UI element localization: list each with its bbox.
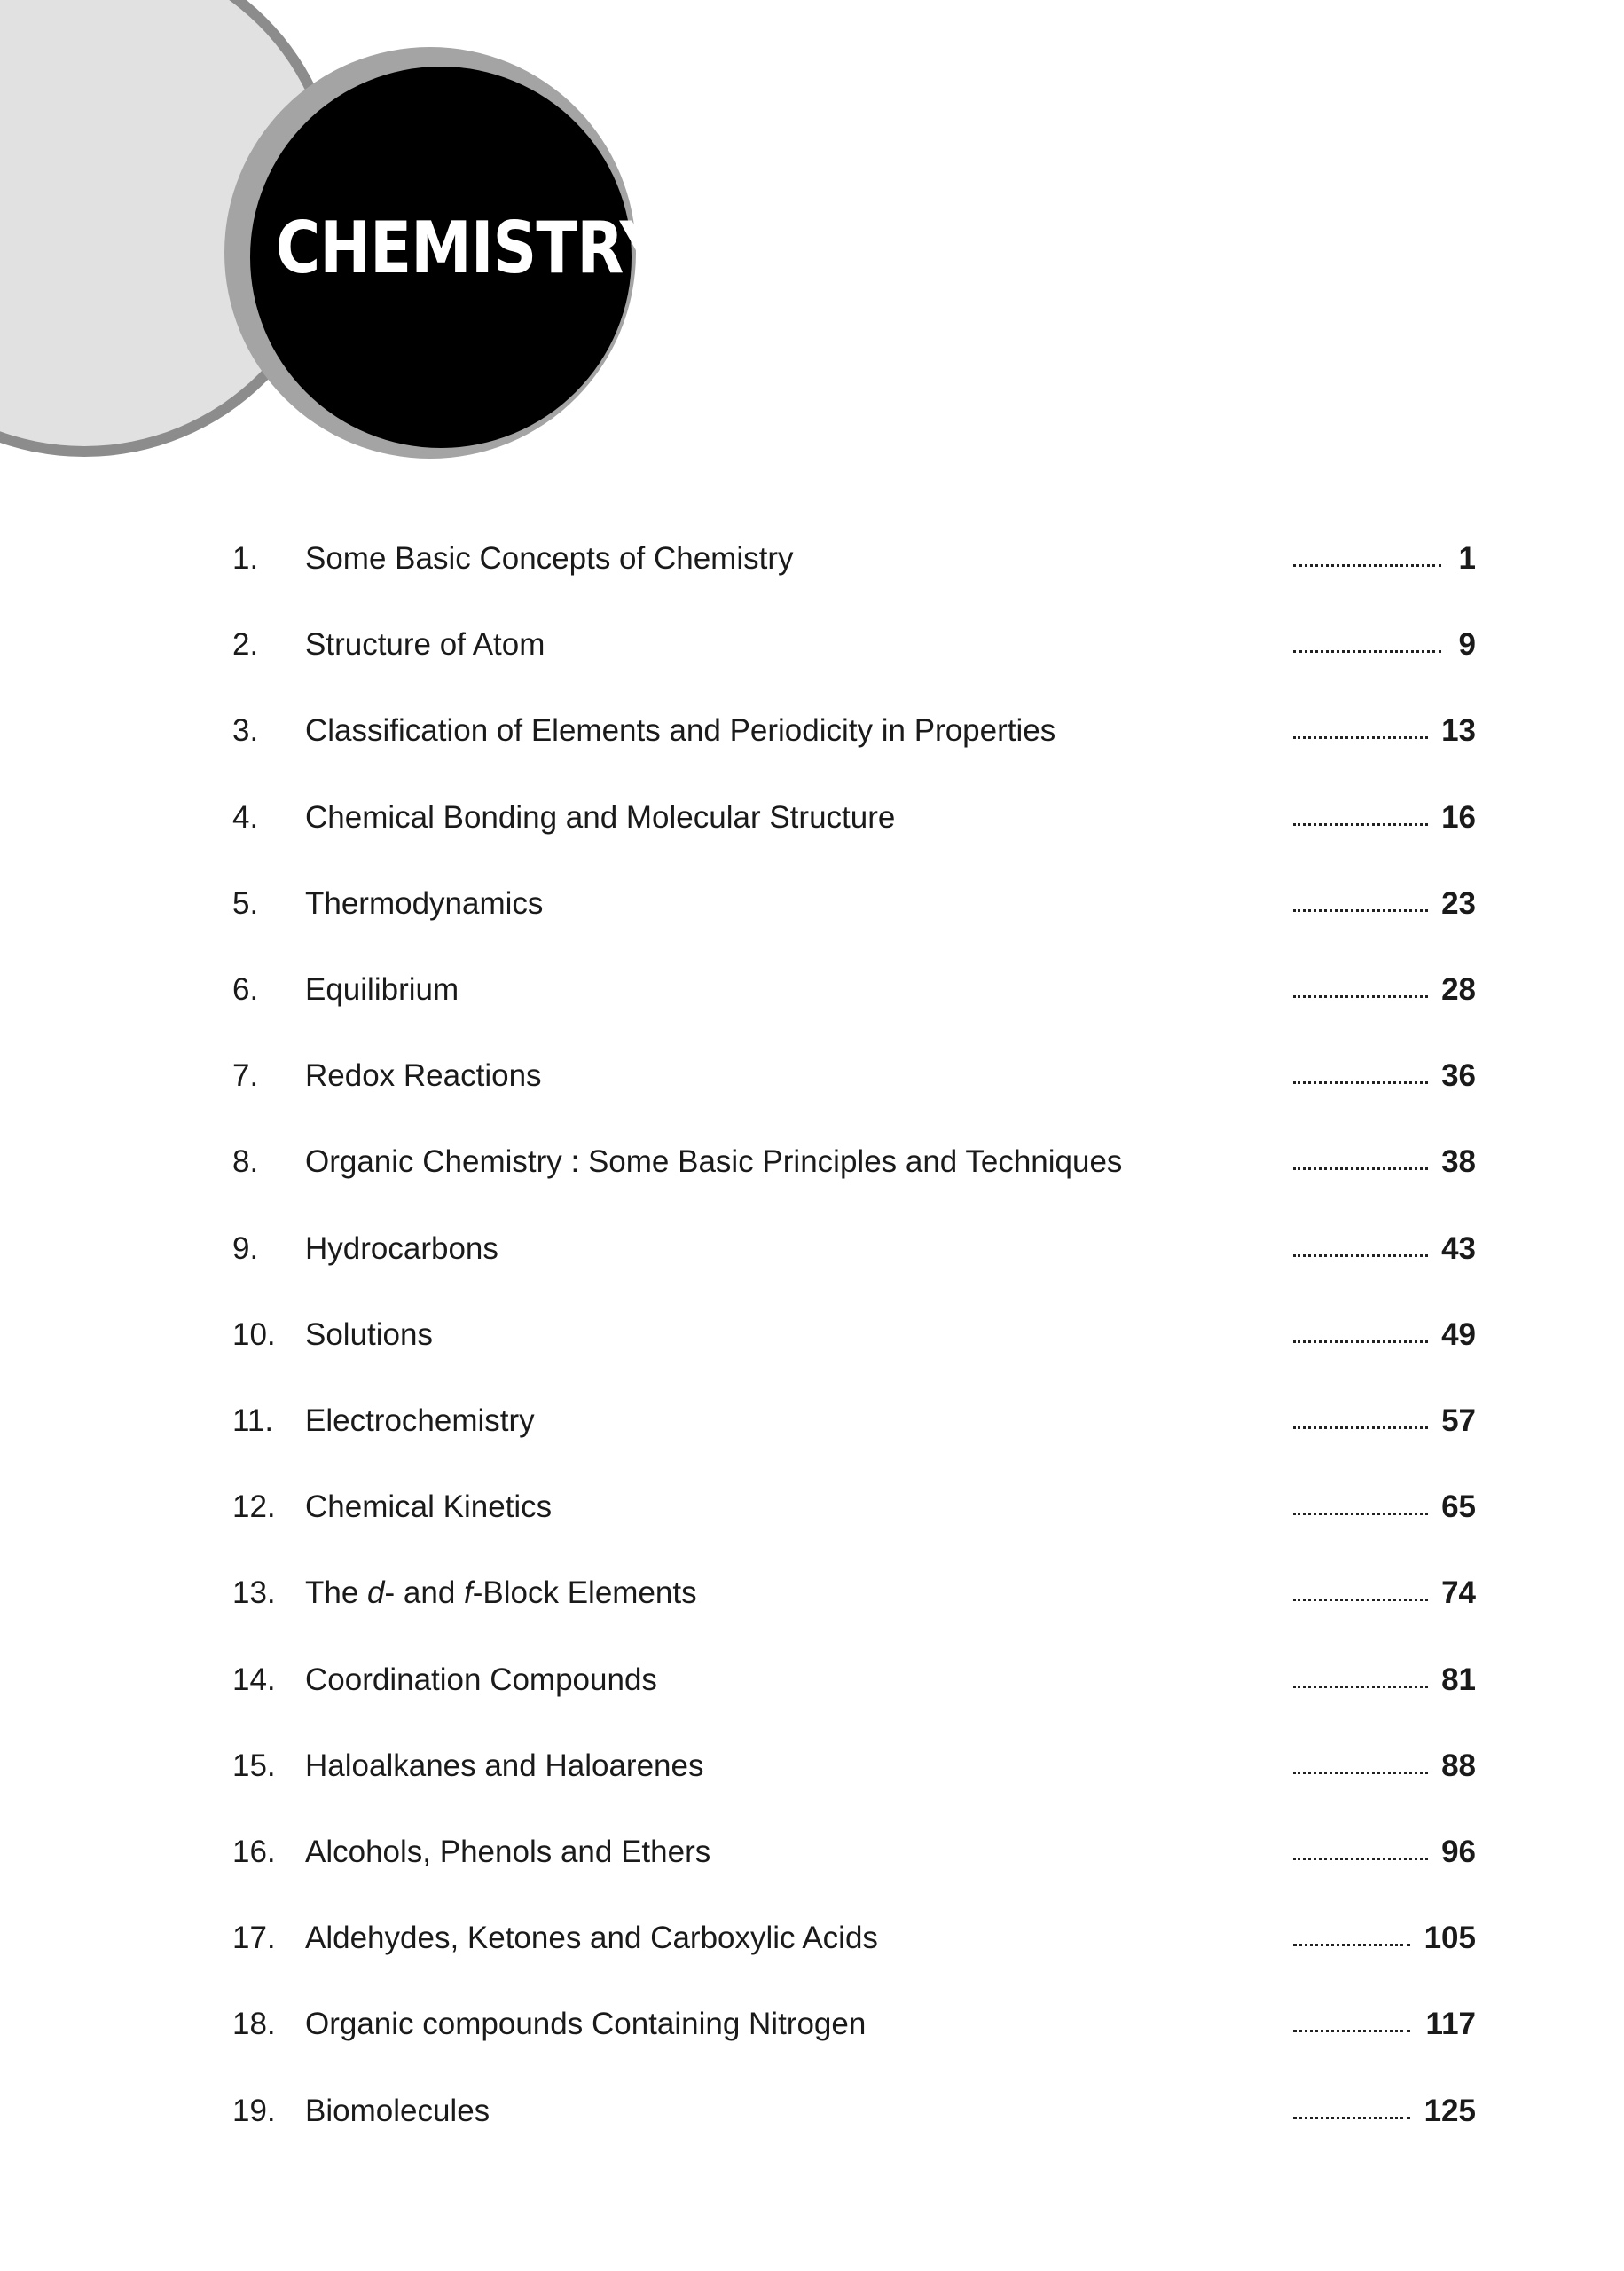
toc-row xyxy=(0,1740,1624,1793)
chapter-number: 14. xyxy=(232,1662,276,1697)
toc-row xyxy=(0,1395,1624,1448)
chapter-title xyxy=(305,1826,710,1879)
chapter-number: 12. xyxy=(232,1489,276,1525)
page-number: 43 xyxy=(1441,1230,1476,1266)
page-number: 117 xyxy=(1425,2007,1476,2042)
toc-row xyxy=(0,963,1624,1017)
chapter-title-part: Hydrocarbons xyxy=(305,1230,498,1266)
chapter-title-part: Chemical Bonding and Molecular Structure xyxy=(305,799,896,835)
toc-row xyxy=(0,2085,1624,2138)
chapter-title-part: Redox Reactions xyxy=(305,1058,542,1094)
page-number: 38 xyxy=(1441,1144,1476,1180)
chapter-number: 16. xyxy=(232,1835,276,1869)
chapter-title-part: Haloalkanes and Haloarenes xyxy=(305,1748,704,1783)
toc-row xyxy=(0,1826,1624,1879)
page-number: 74 xyxy=(1441,1576,1476,1611)
chapter-number: 18. xyxy=(232,2007,276,2042)
chapter-number: 5. xyxy=(232,885,259,921)
dot-leader xyxy=(1293,564,1441,567)
dot-leader xyxy=(1293,1944,1410,1946)
chapter-title-italic-part: d xyxy=(367,1576,385,1611)
chapter-title xyxy=(305,704,1055,758)
chapter-number: 17. xyxy=(232,1921,276,1956)
toc-row xyxy=(0,1481,1624,1534)
chapter-number: 15. xyxy=(232,1748,276,1783)
chapter-title xyxy=(305,1308,433,1362)
chapter-title xyxy=(305,1654,657,1707)
toc-row xyxy=(0,532,1624,585)
chapter-number: 11. xyxy=(232,1403,274,1438)
dot-leader xyxy=(1293,909,1428,912)
page-number: 9 xyxy=(1458,627,1476,663)
dot-leader xyxy=(1293,1599,1428,1601)
page-number: 13 xyxy=(1441,713,1476,749)
chapter-title-part: The xyxy=(305,1576,368,1611)
chapter-title xyxy=(305,1567,697,1620)
dot-leader xyxy=(1293,1340,1428,1343)
chapter-number: 9. xyxy=(232,1230,259,1266)
chapter-title-part: - and xyxy=(384,1576,465,1611)
chapter-title-part: Classification of Elements and Periodicity in Properties xyxy=(305,713,1056,749)
chapter-title-part: Thermodynamics xyxy=(305,885,544,921)
chapter-title xyxy=(305,1222,498,1276)
toc-row xyxy=(0,1308,1624,1362)
page-number: 28 xyxy=(1441,972,1476,1007)
chapter-title xyxy=(305,791,895,845)
toc-row xyxy=(0,791,1624,845)
page-number: 96 xyxy=(1441,1835,1476,1869)
dot-leader xyxy=(1293,1081,1428,1084)
chapter-title-part: Coordination Compounds xyxy=(305,1662,657,1697)
page-number: 16 xyxy=(1441,799,1476,835)
chapter-title xyxy=(305,1395,535,1448)
dot-leader xyxy=(1293,1513,1428,1515)
chapter-number: 2. xyxy=(232,627,259,663)
toc-row xyxy=(0,704,1624,758)
dot-leader xyxy=(1293,2030,1410,2032)
page-number: 65 xyxy=(1441,1489,1476,1525)
toc-row xyxy=(0,1049,1624,1103)
dot-leader xyxy=(1293,1167,1428,1170)
page-number: 1 xyxy=(1458,541,1476,576)
chapter-title xyxy=(305,618,545,672)
chapter-number: 6. xyxy=(232,972,259,1007)
dot-leader xyxy=(1293,1858,1428,1860)
chapter-title xyxy=(305,877,543,931)
page-number: 125 xyxy=(1424,2093,1476,2128)
dot-leader xyxy=(1293,1254,1428,1257)
chapter-title-part: Solutions xyxy=(305,1316,433,1352)
toc-row xyxy=(0,618,1624,672)
dot-leader xyxy=(1293,2117,1410,2119)
toc-row xyxy=(0,1998,1624,2051)
page-number: 49 xyxy=(1441,1316,1476,1352)
page-number: 81 xyxy=(1441,1662,1476,1697)
toc-row xyxy=(0,1567,1624,1620)
chapter-title-part: Chemical Kinetics xyxy=(305,1489,553,1525)
page-number: 23 xyxy=(1441,885,1476,921)
chapter-title-part: Biomolecules xyxy=(305,2093,490,2128)
chapter-title xyxy=(305,963,459,1017)
chapter-number: 4. xyxy=(232,799,259,835)
chapter-title-part: Organic Chemistry : Some Basic Principles and Techniques xyxy=(305,1144,1123,1180)
chapter-title-part: Electrochemistry xyxy=(305,1403,535,1438)
dot-leader xyxy=(1293,995,1428,998)
dot-leader xyxy=(1293,1686,1428,1688)
page-title: CHEMISTRY xyxy=(275,207,663,289)
chapter-title-part: Organic compounds Containing Nitrogen xyxy=(305,2007,867,2042)
dot-leader xyxy=(1293,1772,1428,1774)
chapter-title-part: -Block Elements xyxy=(472,1576,697,1611)
page-number: 88 xyxy=(1441,1748,1476,1783)
chapter-title-part: Some Basic Concepts of Chemistry xyxy=(305,541,794,576)
chapter-number: 8. xyxy=(232,1144,259,1180)
chapter-title-part: Equilibrium xyxy=(305,972,459,1007)
toc-row xyxy=(0,1136,1624,1189)
chapter-title xyxy=(305,1049,542,1103)
chapter-number: 1. xyxy=(232,541,259,576)
chapter-title xyxy=(305,1481,552,1534)
chapter-title-part: Alcohols, Phenols and Ethers xyxy=(305,1835,711,1869)
toc-row xyxy=(0,1222,1624,1276)
dot-leader xyxy=(1293,736,1428,739)
dot-leader xyxy=(1293,1426,1428,1429)
chapter-title xyxy=(305,1912,878,1965)
page-number: 36 xyxy=(1441,1058,1476,1094)
chapter-number: 7. xyxy=(232,1058,259,1094)
chapter-number: 13. xyxy=(232,1576,276,1611)
dot-leader xyxy=(1293,823,1428,826)
toc-row xyxy=(0,1654,1624,1707)
chapter-title xyxy=(305,1136,1122,1189)
page-number: 105 xyxy=(1424,1921,1476,1956)
toc-row xyxy=(0,877,1624,931)
chapter-title xyxy=(305,1998,866,2051)
chapter-title-part: Structure of Atom xyxy=(305,627,545,663)
page-number: 57 xyxy=(1441,1403,1476,1438)
chapter-title xyxy=(305,1740,703,1793)
chapter-number: 19. xyxy=(232,2093,276,2128)
chapter-title xyxy=(305,532,793,585)
chapter-title-part: Aldehydes, Ketones and Carboxylic Acids xyxy=(305,1921,878,1956)
dot-leader xyxy=(1293,650,1441,653)
toc-row xyxy=(0,1912,1624,1965)
chapter-title-italic-part: f xyxy=(464,1576,473,1611)
chapter-number: 10. xyxy=(232,1316,276,1352)
chapter-number: 3. xyxy=(232,713,259,749)
chapter-title xyxy=(305,2085,490,2138)
